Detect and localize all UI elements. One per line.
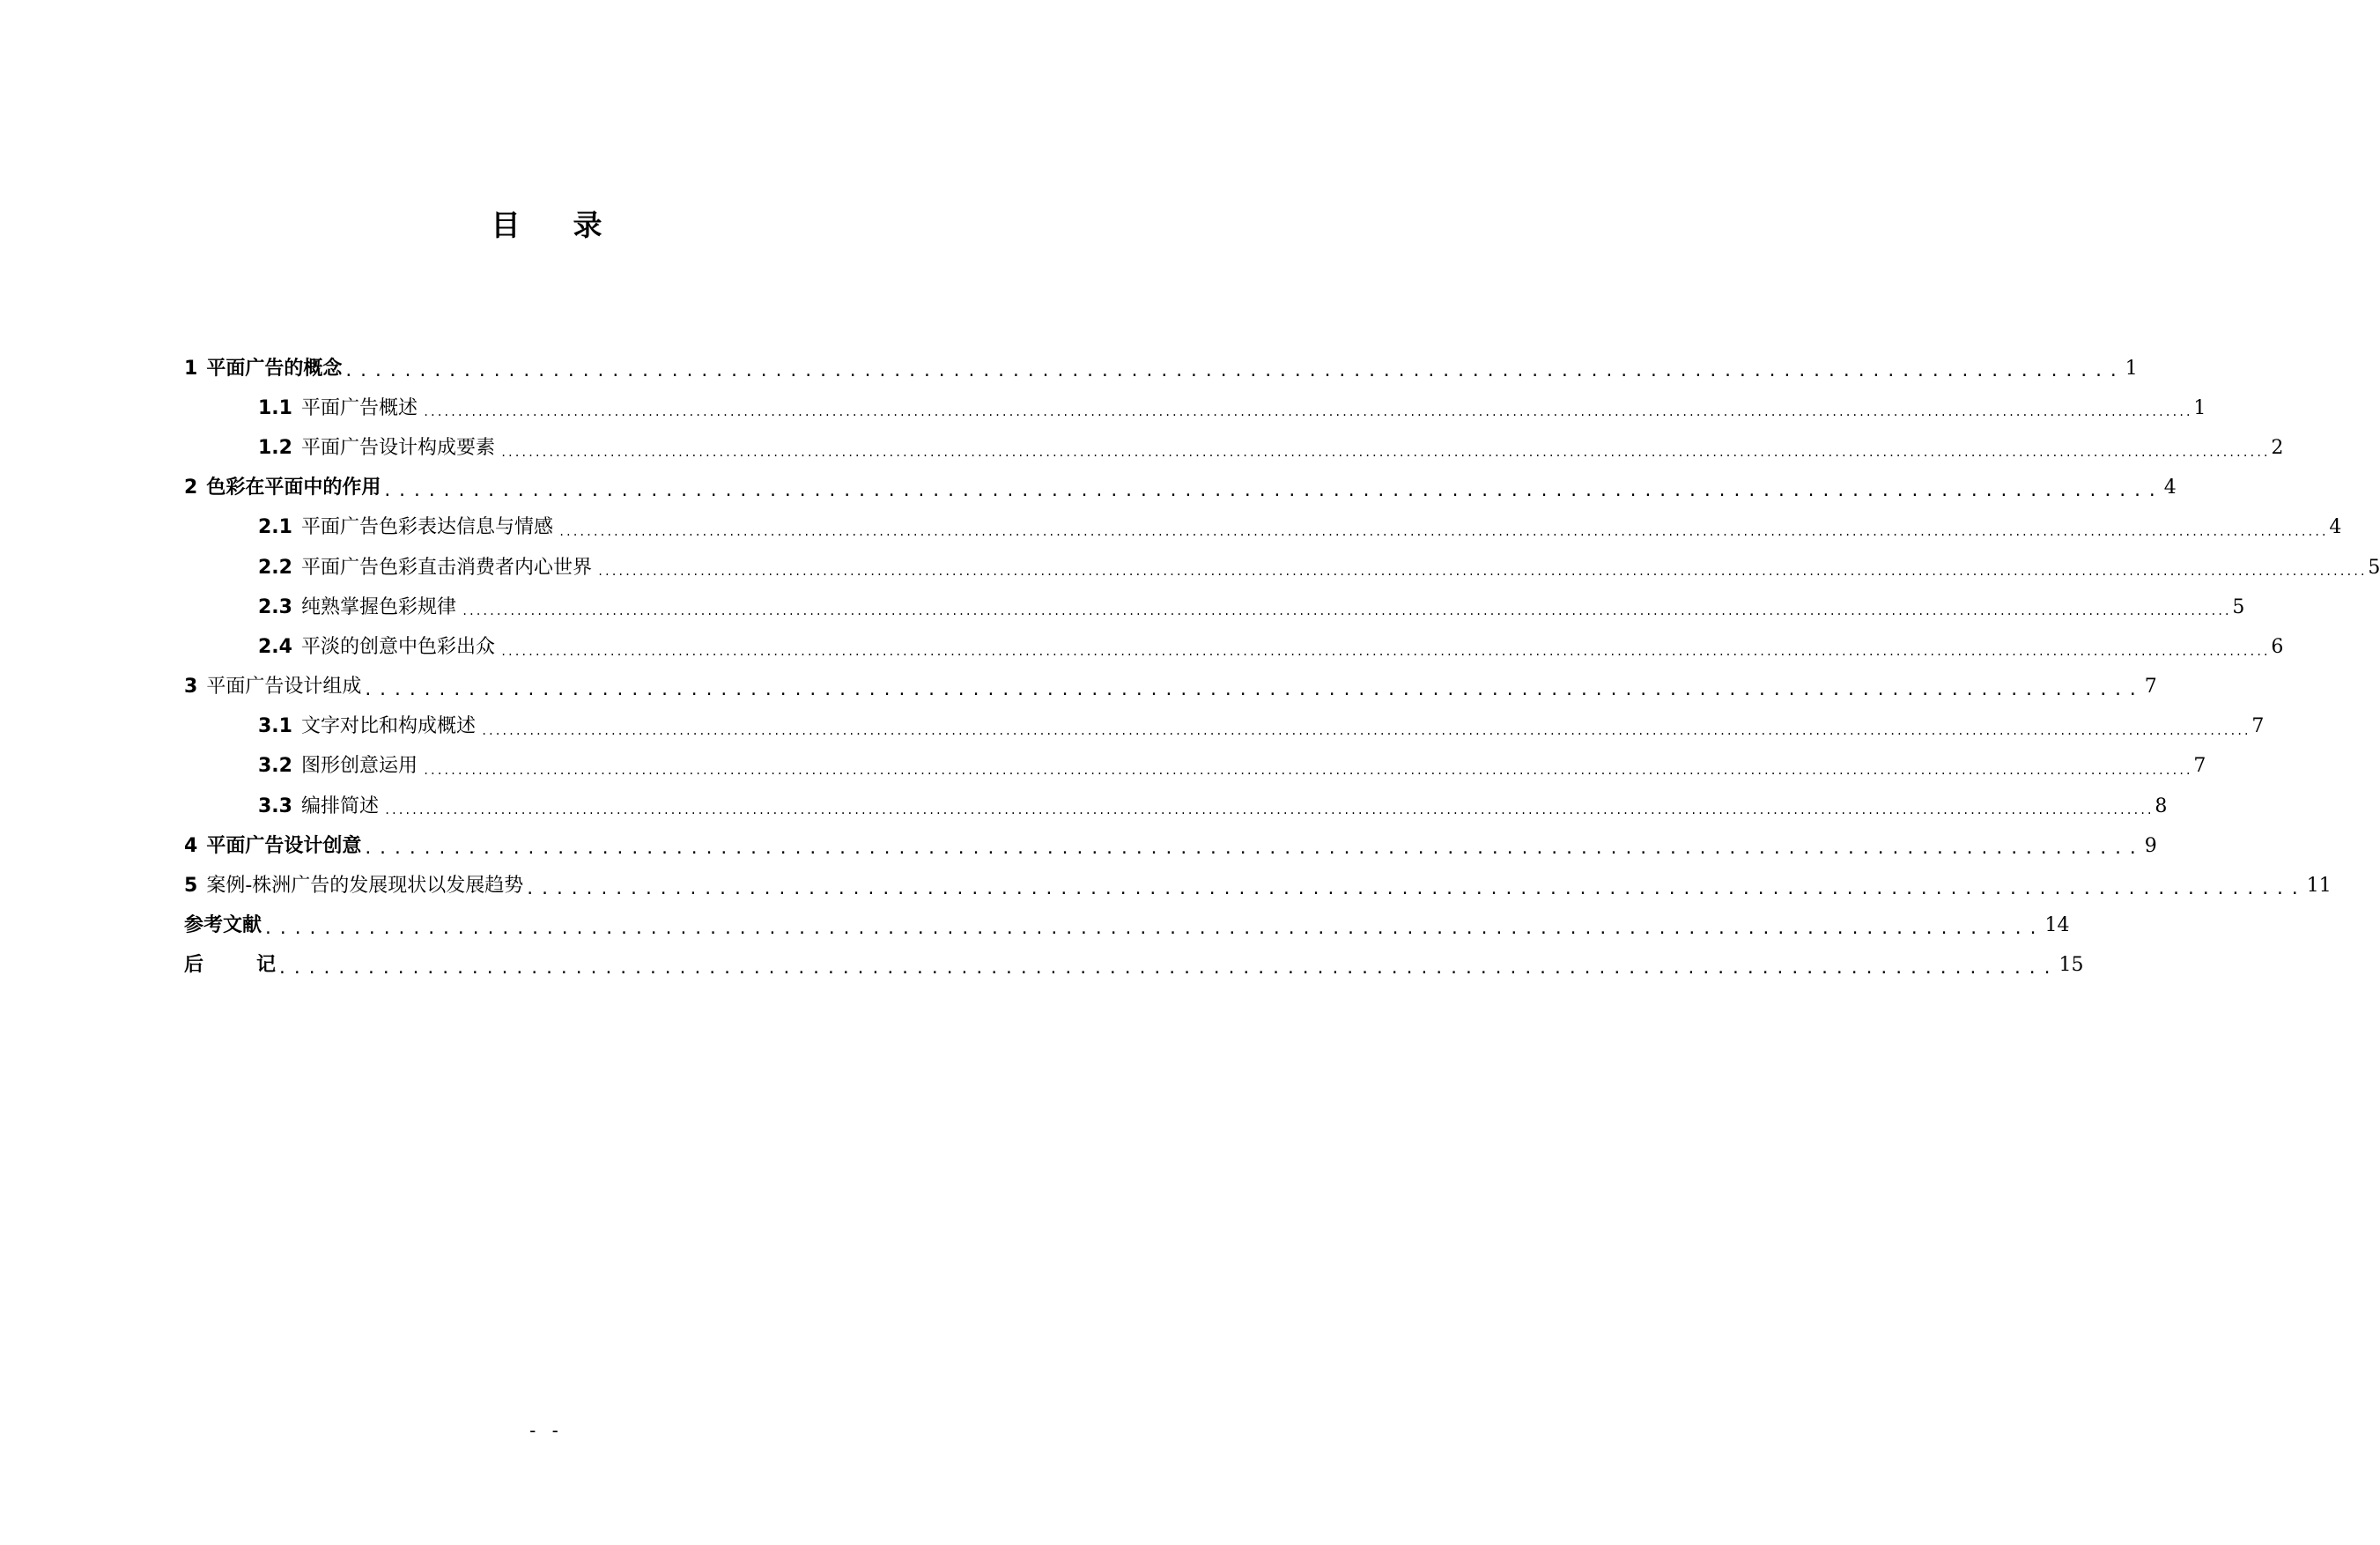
toc-entry-label: 平面广告的概念 — [206, 357, 343, 380]
toc-entry-label: 平面广告设计组成 — [206, 676, 362, 699]
toc-entry-number: 1 — [184, 357, 198, 380]
toc-entry-page-number: 5 — [2368, 556, 2380, 579]
toc-entry-label: 色彩在平面中的作用 — [206, 477, 381, 499]
toc-entry-number: 2.4 — [258, 635, 292, 658]
toc-dot-leader: .................................................................................................................................................................................................................................................................... — [423, 765, 2192, 778]
toc-dot-leader: ........................................................................................................................ — [363, 839, 2143, 859]
toc-entry-page-number: 5 — [2232, 595, 2245, 618]
toc-entry-page-number: 15 — [2058, 954, 2084, 977]
toc-entry-section[interactable] — [184, 428, 2284, 468]
toc-entry-number: 2 — [184, 477, 198, 499]
toc-entry-number: 3.1 — [258, 715, 292, 738]
toc-entry-page-number: 8 — [2155, 795, 2168, 817]
page-footer-mark: - - — [529, 1420, 564, 1441]
toc-entry-page-number: 1 — [2125, 357, 2138, 380]
toc-entry-page-number: 9 — [2144, 834, 2157, 857]
toc-entry-number: 2.2 — [258, 556, 292, 579]
toc-dot-leader: .................................................................................................................................................................................................................................................................... — [558, 525, 2328, 538]
toc-entry-label: 参考文献 — [184, 914, 262, 937]
toc-entry-page-number: 7 — [2144, 676, 2157, 699]
toc-entry-chapter[interactable] — [184, 469, 2177, 508]
toc-dot-leader: ........................................................................................................................ — [263, 919, 2044, 938]
toc-entry-number: 2.1 — [258, 516, 292, 539]
toc-entry-number: 3.2 — [258, 755, 292, 778]
toc-entry-label: 图形创意运用 — [300, 755, 418, 778]
toc-entry-section[interactable] — [184, 508, 2342, 548]
toc-entry-number: 1.1 — [258, 396, 292, 419]
toc-entry-number: 3 — [184, 676, 198, 699]
toc-entry-label: 文字对比和构成概述 — [300, 715, 476, 738]
toc-entry-number: 1.2 — [258, 436, 292, 459]
toc-entry-number: 3.3 — [258, 795, 292, 817]
toc-entry-page-number: 11 — [2306, 875, 2332, 898]
toc-entry-label-part: 后 — [184, 954, 204, 977]
toc-dot-leader: .................................................................................................................................................................................................................................................................... — [500, 645, 2270, 658]
toc-dot-leader: .................................................................................................................................................................................................................................................................... — [423, 406, 2192, 419]
toc-dot-leader: .................................................................................................................................................................................................................................................................... — [384, 804, 2154, 817]
toc-entry-page-number: 4 — [2163, 477, 2177, 499]
toc-entry-chapter[interactable] — [184, 826, 2157, 866]
toc-entry-label: 平淡的创意中色彩出众 — [300, 635, 495, 658]
toc-dot-leader: ........................................................................................................................ — [382, 481, 2162, 500]
toc-entry-page-number: 14 — [2044, 914, 2070, 937]
toc-entry-chapter[interactable] — [184, 946, 2084, 986]
toc-dot-leader: ........................................................................................................................ — [525, 879, 2305, 898]
title-char-2: 录 — [573, 208, 602, 242]
toc-dot-leader: .................................................................................................................................................................................................................................................................... — [462, 605, 2231, 618]
title-char-1: 目 — [491, 208, 521, 242]
toc-entry-section[interactable] — [184, 548, 2380, 588]
toc-entry-section[interactable] — [184, 787, 2168, 826]
toc-entry-section[interactable] — [184, 388, 2206, 428]
toc-dot-leader: .................................................................................................................................................................................................................................................................... — [597, 566, 2367, 579]
toc-entry-section[interactable] — [184, 747, 2206, 787]
toc-entry-chapter[interactable] — [184, 668, 2157, 707]
toc-entry-page-number: 6 — [2271, 635, 2284, 658]
toc-entry-label-part: 记 — [256, 954, 277, 977]
toc-entry-label: 编排简述 — [300, 795, 379, 817]
toc-dot-leader: ........................................................................................................................ — [277, 959, 2058, 978]
toc-dot-leader: ........................................................................................................................ — [363, 680, 2143, 699]
toc-entry-number: 4 — [184, 834, 198, 857]
toc-entry-page-number: 1 — [2193, 396, 2206, 419]
toc-entry-label: 平面广告色彩直击消费者内心世界 — [300, 556, 592, 579]
toc-entry-page-number: 7 — [2193, 755, 2206, 778]
toc-dot-leader: .................................................................................................................................................................................................................................................................... — [500, 446, 2270, 459]
toc-entry-label: 纯熟掌握色彩规律 — [300, 595, 456, 618]
toc-entry-chapter[interactable] — [184, 906, 2070, 946]
toc-entry-chapter[interactable] — [184, 866, 2332, 906]
toc-entry-page-number: 7 — [2251, 715, 2265, 738]
page-title — [0, 203, 1093, 244]
toc-entry-label: 平面广告设计构成要素 — [300, 436, 495, 459]
toc-entry-label: 平面广告设计创意 — [206, 834, 362, 857]
toc-dot-leader: ........................................................................................................................ — [344, 362, 2124, 381]
toc-entry-section[interactable] — [184, 707, 2265, 747]
toc-entry-page-number: 2 — [2271, 436, 2284, 459]
toc-entry-section[interactable] — [184, 588, 2245, 627]
toc-entry-label: 平面广告色彩表达信息与情感 — [300, 516, 553, 539]
toc-entry-number: 5 — [184, 875, 198, 898]
toc-entry-chapter[interactable] — [184, 349, 2138, 388]
toc-entry-section[interactable] — [184, 627, 2284, 667]
toc-dot-leader: .................................................................................................................................................................................................................................................................... — [481, 724, 2251, 737]
table-of-contents — [184, 349, 2380, 986]
toc-entry-label: 案例-株洲广告的发展现状以发展趋势 — [206, 875, 524, 898]
toc-entry-number: 2.3 — [258, 595, 292, 618]
toc-entry-page-number: 4 — [2329, 516, 2342, 539]
toc-entry-label — [184, 956, 276, 975]
toc-entry-label: 平面广告概述 — [300, 396, 418, 419]
